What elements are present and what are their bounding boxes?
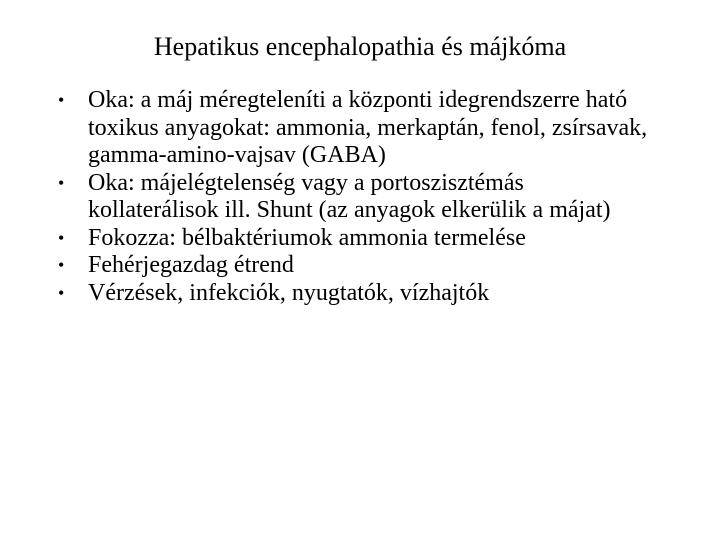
bullet-dot-icon: • <box>58 282 65 303</box>
bullet-list <box>58 87 658 307</box>
bullet-item-2 <box>58 170 658 225</box>
bullet-text: Oka: májelégtelenség vagy a portoszisztémás kollaterálisok ill. Shunt (az anyagok elkerülik a májat) <box>88 169 611 223</box>
bullet-item-3 <box>58 225 658 253</box>
bullet-dot-icon: • <box>58 227 65 248</box>
bullet-text: Vérzések, infekciók, nyugtatók, vízhajtók <box>88 279 490 306</box>
bullet-item-4 <box>58 252 658 280</box>
slide-title: Hepatikus encephalopathia és májkóma <box>153 32 567 61</box>
bullet-text: Fehérjegazdag étrend <box>88 252 294 278</box>
bullet-dot-icon: • <box>58 172 65 193</box>
bullet-item-5 <box>58 280 658 308</box>
bullet-item-1 <box>58 87 658 170</box>
bullet-dot-icon: • <box>58 90 65 110</box>
bullet-text: Fokozza: bélbaktériumok ammonia termelése <box>88 224 526 251</box>
bullet-dot-icon: • <box>58 255 65 275</box>
bullet-text: Oka: a máj méregteleníti a központi idegrendszerre ható toxikus anyagokat: ammonia, merkaptán, fenol, zsírsavak, gamma-amino-vajsav (GABA) <box>88 87 648 168</box>
